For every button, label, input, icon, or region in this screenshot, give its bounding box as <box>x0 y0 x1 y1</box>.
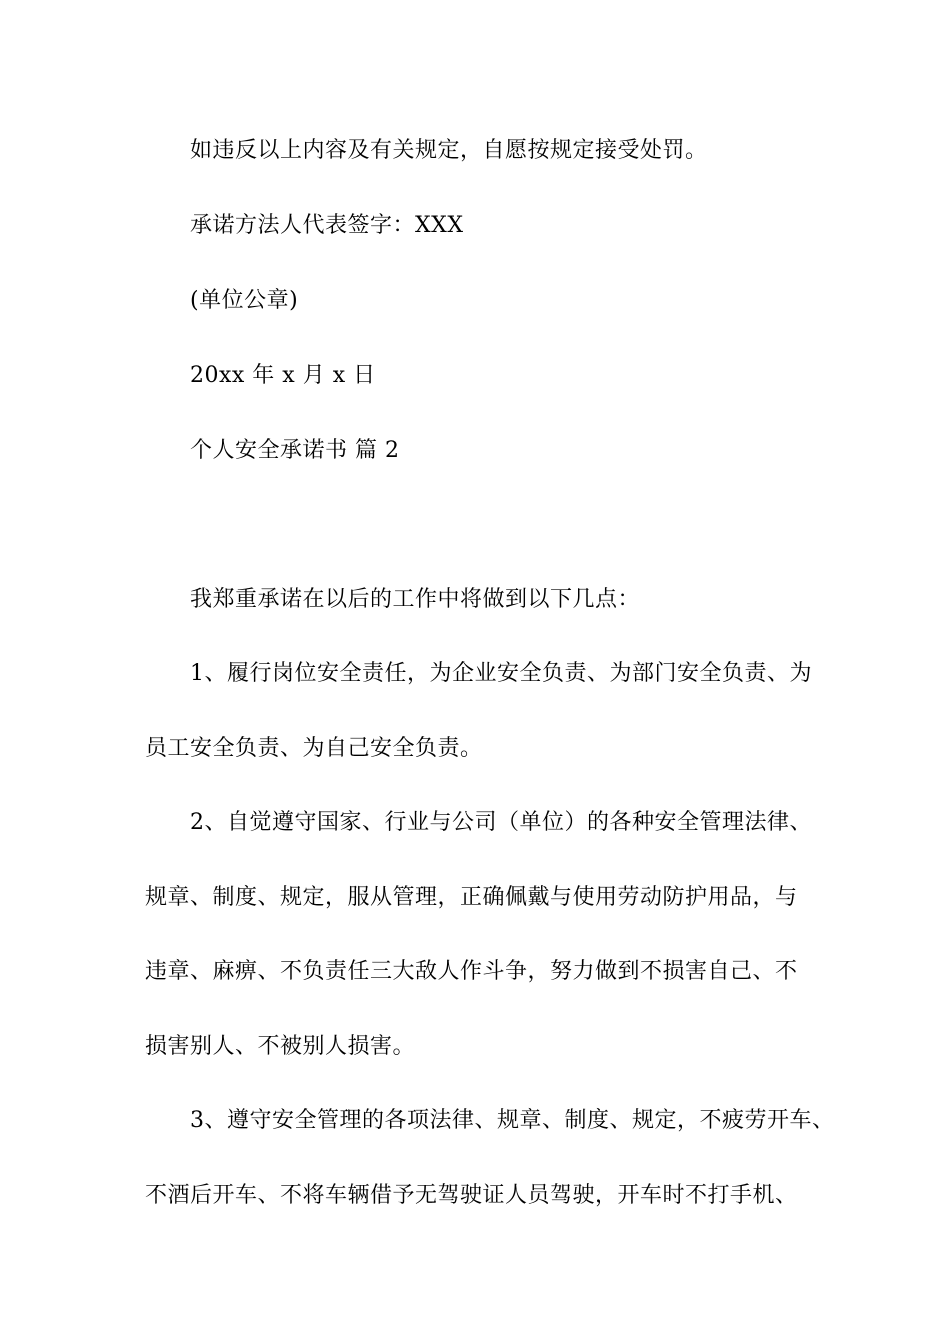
item-2-line-4: 损害别人、不被别人损害。 <box>145 1034 416 1059</box>
item-1-line-1: 1、履行岗位安全责任，为企业安全负责、为部门安全负责、为 <box>190 661 812 686</box>
item-3-line-1: 3、遵守安全管理的各项法律、规章、制度、规定，不疲劳开车、 <box>190 1108 835 1133</box>
item-2-line-1: 2、自觉遵守国家、行业与公司（单位）的各种安全管理法律、 <box>190 810 812 835</box>
item-3-line-2: 不酒后开车、不将车辆借予无驾驶证人员驾驶，开车时不打手机、 <box>145 1183 798 1208</box>
item-2-line-2: 规章、制度、规定，服从管理，正确佩戴与使用劳动防护用品，与 <box>145 885 798 910</box>
item-1-line-2: 员工安全负责、为自己安全负责。 <box>145 736 483 761</box>
penalty-statement: 如违反以上内容及有关规定，自愿按规定接受处罚。 <box>190 138 708 163</box>
official-seal-note: (单位公章) <box>190 288 299 313</box>
section-title: 个人安全承诺书 篇 2 <box>190 438 400 463</box>
commitment-intro: 我郑重承诺在以后的工作中将做到以下几点： <box>190 587 641 612</box>
date-line: 20xx 年 x 月 x 日 <box>190 363 376 388</box>
signature-line: 承诺方法人代表签字：XXX <box>190 213 464 238</box>
item-2-line-3: 违章、麻痹、不负责任三大敌人作斗争，努力做到不损害自己、不 <box>145 959 798 984</box>
